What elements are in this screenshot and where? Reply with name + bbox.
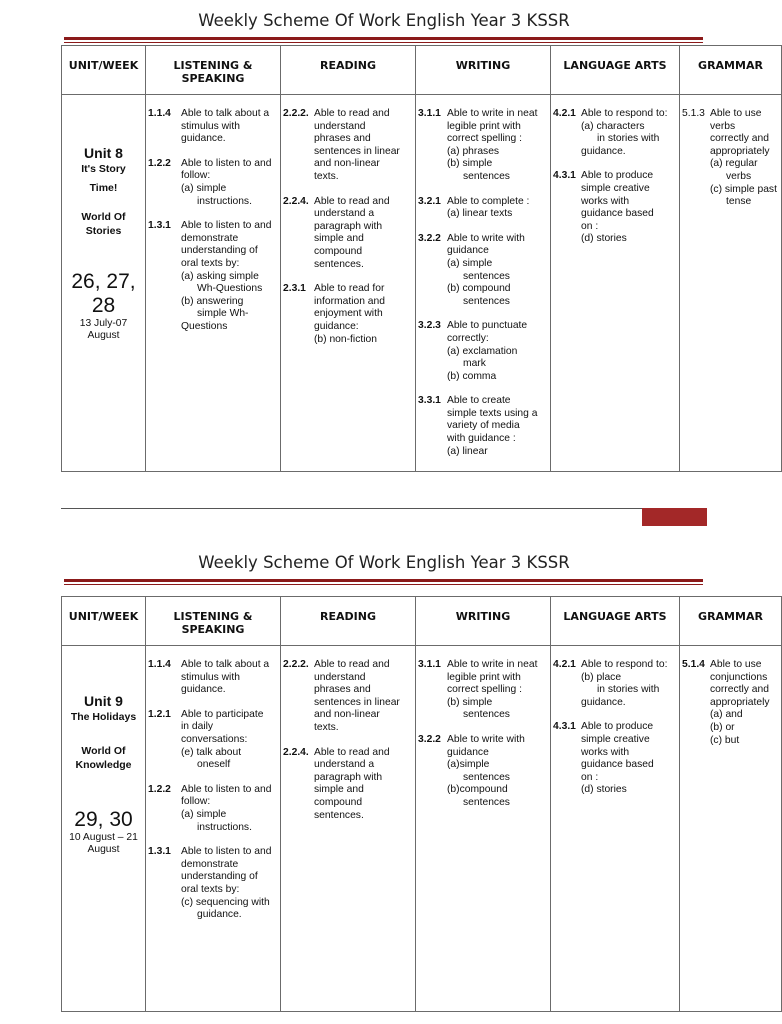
- header-writing: WRITING: [416, 46, 551, 95]
- objective-code: 1.3.1: [148, 220, 171, 232]
- objective-item: [418, 734, 548, 810]
- writing-cell: [416, 95, 551, 472]
- unit-name: Unit 8: [84, 145, 123, 161]
- objective-item: [148, 709, 278, 772]
- objective-text: Able to talk about a stimulus with guidance.: [181, 108, 270, 145]
- objective-item: [283, 283, 413, 346]
- objective-text: Able to use verbs correctly and appropriately (a) regular verbs (c) simple past tense: [710, 108, 777, 208]
- page-title: Weekly Scheme Of Work English Year 3 KSSR: [198, 11, 570, 30]
- objective-text: Able to read for information and enjoyment with guidance: (b) non-fiction: [314, 283, 385, 345]
- writing-cell: [416, 646, 551, 1012]
- header-grammar: GRAMMAR: [680, 597, 782, 646]
- objective-item: [283, 659, 413, 735]
- objective-text: Able to complete : (a) linear texts: [447, 195, 530, 220]
- objective-text: Able to listen to and demonstrate understanding of oral texts by: (c) sequencing with guidance.: [181, 846, 272, 921]
- objective-text: Able to listen to and follow: (a) simple instructions.: [181, 157, 272, 207]
- unit-theme: World Of Knowledge: [75, 744, 132, 771]
- objective-text: Able to respond to: (a) characters in stories with guidance.: [581, 108, 668, 157]
- objective-code: 5.1.3: [682, 108, 705, 119]
- objective-item: [418, 395, 548, 458]
- objective-text: Able to use conjunctions correctly and appropriately (a) and (b) or (c) but: [710, 659, 770, 746]
- objective-text: Able to write with guidance (a)simple sentences (b)compound sentences: [447, 733, 525, 808]
- unit-week-cell: [62, 646, 146, 1012]
- objective-item: [283, 196, 413, 272]
- objective-code: 4.3.1: [553, 721, 576, 733]
- objective-code: 1.3.1: [148, 846, 171, 858]
- objective-code: 3.2.2: [418, 733, 441, 745]
- page-divider: [61, 508, 707, 509]
- objective-text: Able to read and understand a paragraph with simple and compound sentences.: [314, 195, 390, 270]
- objective-item: [418, 659, 548, 722]
- objective-item: [418, 233, 548, 309]
- objective-text: Able to write in neat legible print with correct spelling : (b) simple sentences: [447, 659, 538, 721]
- grammar-cell: [680, 646, 782, 1012]
- page-title: Weekly Scheme Of Work English Year 3 KSSR: [198, 553, 570, 572]
- objective-code: 4.3.1: [553, 170, 576, 182]
- reading-cell: [281, 95, 416, 472]
- header-language-arts: LANGUAGE ARTS: [551, 46, 680, 95]
- objective-text: Able to write in neat legible print with correct spelling : (a) phrases (b) simple sentences: [447, 108, 538, 182]
- objective-code: 1.1.4: [148, 659, 171, 670]
- objective-code: 3.3.1: [418, 395, 441, 407]
- objective-code: 1.2.2: [148, 783, 171, 795]
- objective-item: [148, 659, 278, 697]
- objective-item: [553, 659, 677, 709]
- objective-code: 2.2.2.: [283, 108, 309, 119]
- objective-item: [418, 320, 548, 383]
- unit-dates: 13 July-07 August: [79, 317, 128, 342]
- header-unit-week: UNIT/WEEK: [62, 46, 146, 95]
- objective-code: 1.1.4: [148, 108, 171, 119]
- objective-text: Able to respond to: (b) place in stories with guidance.: [581, 659, 668, 708]
- objective-code: 4.2.1: [553, 108, 576, 119]
- objective-item: [148, 220, 278, 333]
- table-row: [62, 95, 782, 472]
- language-arts-cell: [551, 95, 680, 472]
- objective-code: 3.1.1: [418, 659, 441, 670]
- table-header-row: [62, 597, 782, 646]
- objective-item: [682, 108, 779, 209]
- header-grammar: GRAMMAR: [680, 46, 782, 95]
- unit-theme: World Of Stories: [81, 210, 126, 237]
- header-listening-speaking: LISTENING & SPEAKING: [146, 46, 281, 95]
- objective-item: [148, 784, 278, 834]
- objective-code: 2.2.2.: [283, 659, 309, 670]
- objective-item: [283, 108, 413, 184]
- header-writing: WRITING: [416, 597, 551, 646]
- objective-item: [418, 108, 548, 184]
- title-rule: [64, 579, 703, 585]
- grammar-cell: [680, 95, 782, 472]
- header-reading: READING: [281, 597, 416, 646]
- header-language-arts: LANGUAGE ARTS: [551, 597, 680, 646]
- objective-code: 3.1.1: [418, 108, 441, 119]
- objective-code: 3.2.2: [418, 232, 441, 244]
- scheme-table-unit-9: [61, 596, 782, 1012]
- unit-subtitle: It's Story Time!: [81, 162, 126, 194]
- scheme-table-unit-8: [61, 45, 782, 472]
- objective-item: [553, 108, 677, 158]
- objective-code: 1.2.2: [148, 157, 171, 169]
- header-listening-speaking: LISTENING & SPEAKING: [146, 597, 281, 646]
- objective-item: [682, 659, 779, 747]
- objective-item: [148, 846, 278, 922]
- header-reading: READING: [281, 46, 416, 95]
- objective-code: 2.2.4.: [283, 195, 309, 207]
- listening-speaking-cell: [146, 95, 281, 472]
- objective-code: 5.1.4: [682, 659, 705, 670]
- table-header-row: [62, 46, 782, 95]
- objective-text: Able to punctuate correctly: (a) exclamation mark (b) comma: [447, 320, 528, 382]
- objective-text: Able to write with guidance (a) simple sentences (b) compound sentences: [447, 232, 525, 307]
- objective-code: 3.2.3: [418, 320, 441, 332]
- unit-weeks: 26, 27, 28: [71, 269, 136, 317]
- objective-text: Able to produce simple creative works with guidance based on : (d) stories: [581, 721, 654, 796]
- objective-code: 2.2.4.: [283, 746, 309, 758]
- objective-text: Able to listen to and demonstrate understanding of oral texts by: (a) asking simple Wh-Questions (b) answering simple Wh- Questions: [181, 220, 272, 332]
- objective-code: 3.2.1: [418, 195, 441, 207]
- objective-text: Able to read and understand a paragraph with simple and compound sentences.: [314, 746, 390, 821]
- unit-name: Unit 9: [84, 693, 123, 709]
- objective-code: 2.3.1: [283, 283, 306, 295]
- objective-item: [553, 170, 677, 246]
- objective-text: Able to listen to and follow: (a) simple instructions.: [181, 783, 272, 833]
- listening-speaking-cell: [146, 646, 281, 1012]
- unit-weeks: 29, 30: [74, 807, 133, 831]
- unit-week-cell: [62, 95, 146, 472]
- unit-dates: 10 August – 21 August: [69, 831, 138, 856]
- objective-text: Able to read and understand phrases and sentences in linear and non-linear texts.: [314, 108, 400, 182]
- objective-code: 4.2.1: [553, 659, 576, 670]
- objective-text: Able to create simple texts using a variety of media with guidance : (a) linear: [447, 395, 538, 457]
- objective-code: 1.2.1: [148, 708, 171, 720]
- title-rule: [64, 37, 703, 43]
- objective-item: [553, 721, 677, 797]
- objective-text: Able to produce simple creative works with guidance based on : (d) stories: [581, 170, 654, 245]
- objective-item: [148, 158, 278, 208]
- objective-item: [418, 196, 548, 221]
- objective-text: Able to read and understand phrases and sentences in linear and non-linear texts.: [314, 659, 400, 733]
- unit-subtitle: The Holidays: [70, 710, 137, 723]
- objective-text: Able to talk about a stimulus with guidance.: [181, 659, 270, 696]
- table-row: [62, 646, 782, 1012]
- objective-item: [283, 747, 413, 823]
- objective-item: [148, 108, 278, 146]
- objective-text: Able to participate in daily conversations: (e) talk about oneself: [181, 708, 264, 771]
- reading-cell: [281, 646, 416, 1012]
- language-arts-cell: [551, 646, 680, 1012]
- divider-block: [642, 508, 707, 526]
- header-unit-week: UNIT/WEEK: [62, 597, 146, 646]
